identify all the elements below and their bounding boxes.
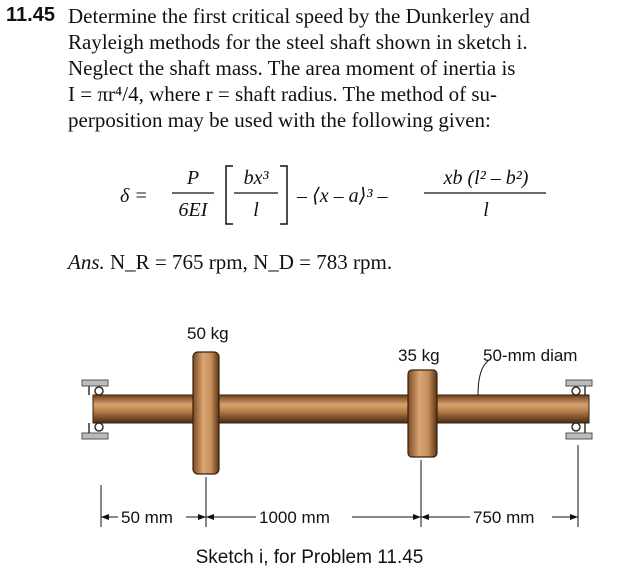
disk-35kg: [408, 370, 437, 457]
problem-number: 11.45: [6, 4, 55, 26]
shaft-sketch: [0, 315, 619, 578]
diameter-label: 50-mm diam: [483, 346, 578, 365]
formula-frac1-numerator: P: [186, 167, 200, 189]
bracket-right: [280, 166, 287, 224]
formula-bracket-denominator: l: [253, 199, 259, 221]
bracket-left: [226, 166, 233, 224]
problem-line: Determine the first critical speed by the Dunkerley and: [68, 4, 530, 28]
answer-text: N_R = 765 rpm, N_D = 783 rpm.: [110, 250, 393, 274]
sketch-caption: Sketch i, for Problem 11.45: [195, 547, 424, 568]
formula-frac2-denominator: l: [483, 199, 489, 221]
problem-line: perposition may be used with the following given:: [68, 108, 491, 132]
answer-prefix: Ans.: [68, 250, 105, 274]
formula-frac1-denominator: 6EI: [178, 199, 208, 221]
problem-line: Rayleigh methods for the steel shaft shown in sketch i.: [68, 30, 528, 54]
answer-line: [68, 250, 392, 275]
problem-line: Neglect the shaft mass. The area moment of inertia is: [68, 56, 516, 80]
mass-label-right: 35 kg: [398, 346, 440, 365]
mass-label-left: 50 kg: [187, 324, 229, 343]
problem-line: I = πr⁴/4, where r = shaft radius. The method of su-: [68, 82, 498, 106]
formula-frac2-numerator: xb (l² – b²): [443, 167, 529, 189]
dimension-label-right: 750 mm: [473, 508, 535, 527]
formula-bracket-numerator: bx³: [243, 167, 269, 189]
disk-50kg: [193, 352, 219, 474]
problem-statement: [68, 3, 613, 133]
dimension-label-middle: 1000 mm: [259, 508, 330, 527]
deflection-formula: [0, 158, 619, 238]
formula-lhs: δ =: [120, 185, 148, 207]
formula-minus-term: – ⟨x – a⟩³ –: [297, 185, 388, 207]
diameter-leader: [478, 361, 488, 395]
dimension-label-left: 50 mm: [121, 508, 173, 527]
steel-shaft: [93, 395, 589, 423]
